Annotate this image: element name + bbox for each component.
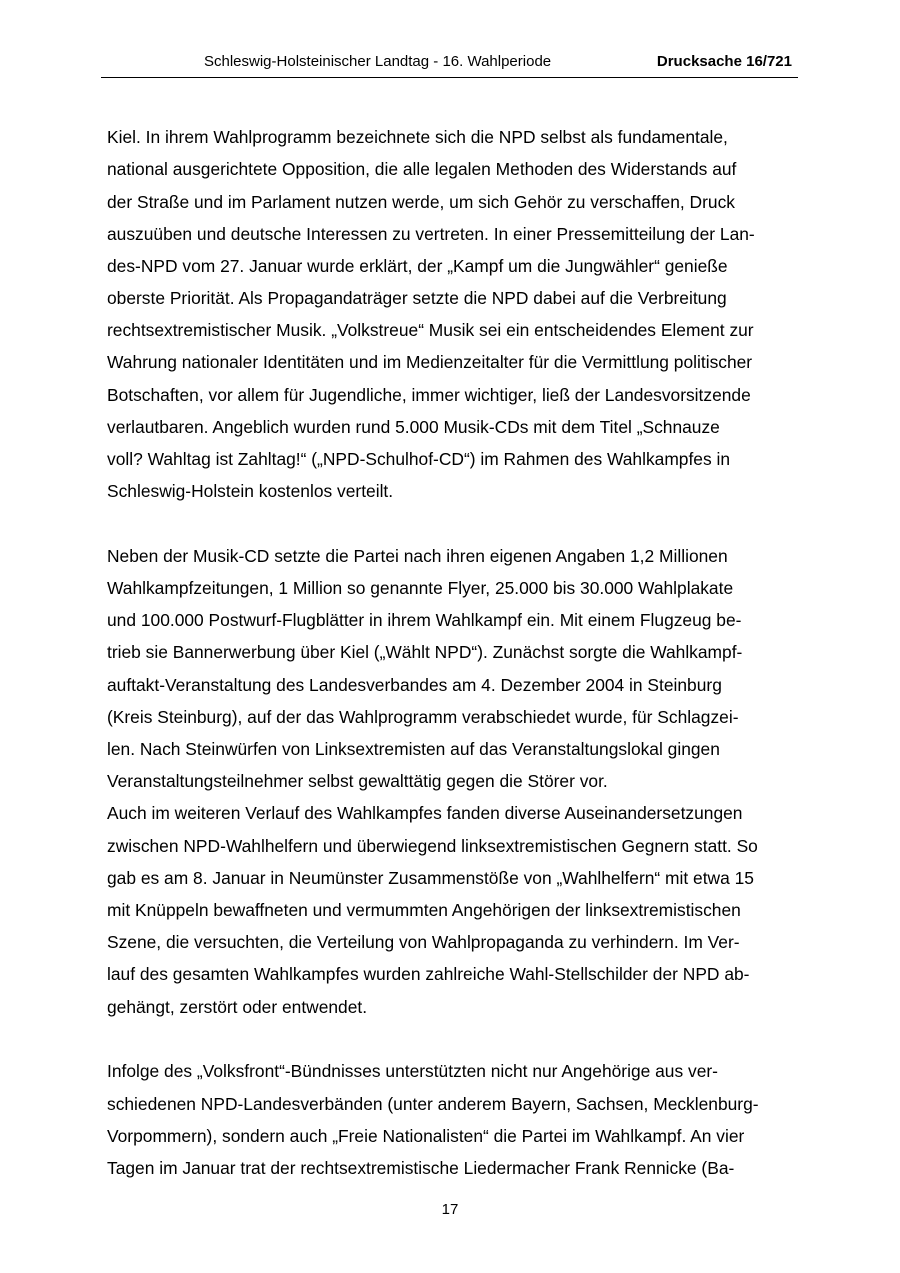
body-line: des-NPD vom 27. Januar wurde erklärt, der „Kampf um die Jungwähler“ genieße bbox=[107, 256, 728, 276]
body-line: und 100.000 Postwurf-Flugblätter in ihrem Wahlkampf ein. Mit einem Flugzeug be- bbox=[107, 610, 742, 630]
page-header bbox=[101, 50, 798, 78]
body-line: der Straße und im Parlament nutzen werde, um sich Gehör zu verschaffen, Druck bbox=[107, 192, 735, 212]
body-line: rechtsextremistischer Musik. „Volkstreue“ Musik sei ein entscheidendes Element zur bbox=[107, 320, 754, 340]
body-line: Botschaften, vor allem für Jugendliche, immer wichtiger, ließ der Landesvorsitzende bbox=[107, 385, 751, 405]
body-line: Tagen im Januar trat der rechtsextremistische Liedermacher Frank Rennicke (Ba- bbox=[107, 1158, 735, 1178]
body-line: Vorpommern), sondern auch „Freie Nationalisten“ die Partei im Wahlkampf. An vier bbox=[107, 1126, 745, 1146]
body-line: zwischen NPD-Wahlhelfern und überwiegend linksextremistischen Gegnern statt. So bbox=[107, 836, 758, 856]
body-line: len. Nach Steinwürfen von Linksextremisten auf das Veranstaltungslokal gingen bbox=[107, 739, 720, 759]
body-line: Neben der Musik-CD setzte die Partei nach ihren eigenen Angaben 1,2 Millionen bbox=[107, 546, 728, 566]
body-line: lauf des gesamten Wahlkampfes wurden zahlreiche Wahl-Stellschilder der NPD ab- bbox=[107, 964, 750, 984]
body-line: Veranstaltungsteilnehmer selbst gewalttätig gegen die Störer vor. bbox=[107, 771, 608, 791]
body-line: Kiel. In ihrem Wahlprogramm bezeichnete sich die NPD selbst als fundamentale, bbox=[107, 127, 728, 147]
body-line: voll? Wahltag ist Zahltag!“ („NPD-Schulhof-CD“) im Rahmen des Wahlkampfes in bbox=[107, 449, 731, 469]
body-line: Schleswig-Holstein kostenlos verteilt. bbox=[107, 481, 394, 501]
body-line: gehängt, zerstört oder entwendet. bbox=[107, 997, 368, 1017]
body-line: Wahrung nationaler Identitäten und im Medienzeitalter für die Vermittlung politischer bbox=[107, 352, 753, 372]
body-line: schiedenen NPD-Landesverbänden (unter anderem Bayern, Sachsen, Mecklenburg- bbox=[107, 1094, 759, 1114]
body-line: gab es am 8. Januar in Neumünster Zusammenstöße von „Wahlhelfern“ mit etwa 15 bbox=[107, 868, 754, 888]
body-line: national ausgerichtete Opposition, die alle legalen Methoden des Widerstands auf bbox=[107, 159, 737, 179]
body-line: Infolge des „Volksfront“-Bündnisses unterstützten nicht nur Angehörige aus ver- bbox=[107, 1061, 718, 1081]
header-title: Schleswig-Holsteinischer Landtag - 16. Wahlperiode bbox=[204, 53, 552, 70]
body-line: Auch im weiteren Verlauf des Wahlkampfes fanden diverse Auseinandersetzungen bbox=[107, 803, 743, 823]
body-line: Wahlkampfzeitungen, 1 Million so genannte Flyer, 25.000 bis 30.000 Wahlplakate bbox=[107, 578, 734, 598]
body-line: trieb sie Bannerwerbung über Kiel („Wählt NPD“). Zunächst sorgte die Wahlkampf- bbox=[107, 642, 743, 662]
document-number: Drucksache 16/721 bbox=[656, 53, 792, 70]
body-line: Szene, die versuchten, die Verteilung von Wahlpropaganda zu verhindern. Im Ver- bbox=[107, 932, 740, 952]
body-line: (Kreis Steinburg), auf der das Wahlprogramm verabschiedet wurde, für Schlagzei- bbox=[107, 707, 739, 727]
body-line: mit Knüppeln bewaffneten und vermummten Angehörigen der linksextremistischen bbox=[107, 900, 741, 920]
body-line: oberste Priorität. Als Propagandaträger setzte die NPD dabei auf die Verbreitung bbox=[107, 288, 727, 308]
body-line: auszuüben und deutsche Interessen zu vertreten. In einer Pressemitteilung der Lan- bbox=[107, 224, 755, 244]
body-line: verlautbaren. Angeblich wurden rund 5.000 Musik-CDs mit dem Titel „Schnauze bbox=[107, 417, 720, 437]
body-line: auftakt-Veranstaltung des Landesverbandes am 4. Dezember 2004 in Steinburg bbox=[107, 675, 722, 695]
page-number: 17 bbox=[441, 1201, 459, 1218]
